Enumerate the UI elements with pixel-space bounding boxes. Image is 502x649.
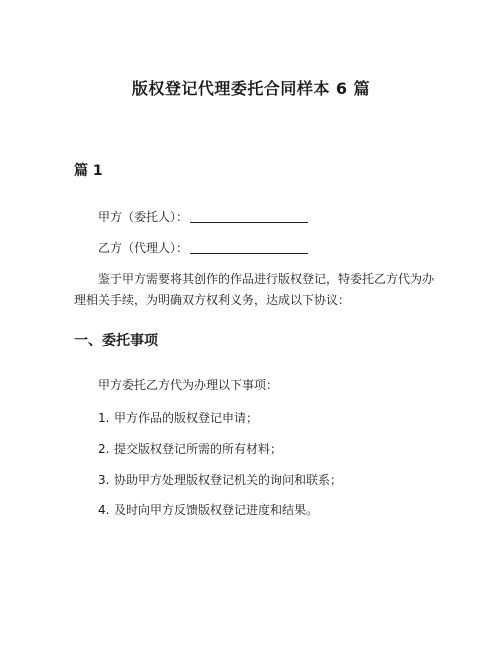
list-item-text: 协助甲方处理版权登记机关的询问和联系； [114, 473, 343, 487]
document-title: 版权登记代理委托合同样本 6 篇 [131, 79, 371, 98]
list-item-number: 4. [98, 503, 110, 517]
list-item [98, 501, 318, 518]
list-item-number: 2. [98, 442, 110, 456]
list-item-text: 甲方作品的版权登记申请； [114, 411, 259, 425]
party-b-label: 乙方（代理人）： [98, 241, 189, 255]
list-item [98, 409, 258, 426]
intro-paragraph: 鉴于甲方需要将其创作的作品进行版权登记，特委托乙方代为办理相关手续，为明确双方权利义务，达成以下协议： [74, 272, 435, 307]
section-heading: 篇 1 [74, 163, 103, 179]
party-b-blank [190, 241, 308, 254]
party-a-blank [190, 210, 308, 223]
list-item-number: 1. [98, 411, 110, 425]
party-a-label: 甲方（委托人）： [98, 210, 189, 224]
list-item-text: 及时向甲方反馈版权登记进度和结果。 [114, 503, 319, 517]
list-item [98, 471, 342, 488]
party-b-line [74, 238, 434, 259]
clause-intro: 甲方委托乙方代为办理以下事项： [98, 378, 279, 392]
list-item [98, 440, 282, 457]
list-item-text: 提交版权登记所需的所有材料； [114, 442, 283, 456]
party-a-line [74, 207, 434, 228]
list-item-number: 3. [98, 473, 110, 487]
clause-heading: 一、委托事项 [74, 333, 158, 349]
